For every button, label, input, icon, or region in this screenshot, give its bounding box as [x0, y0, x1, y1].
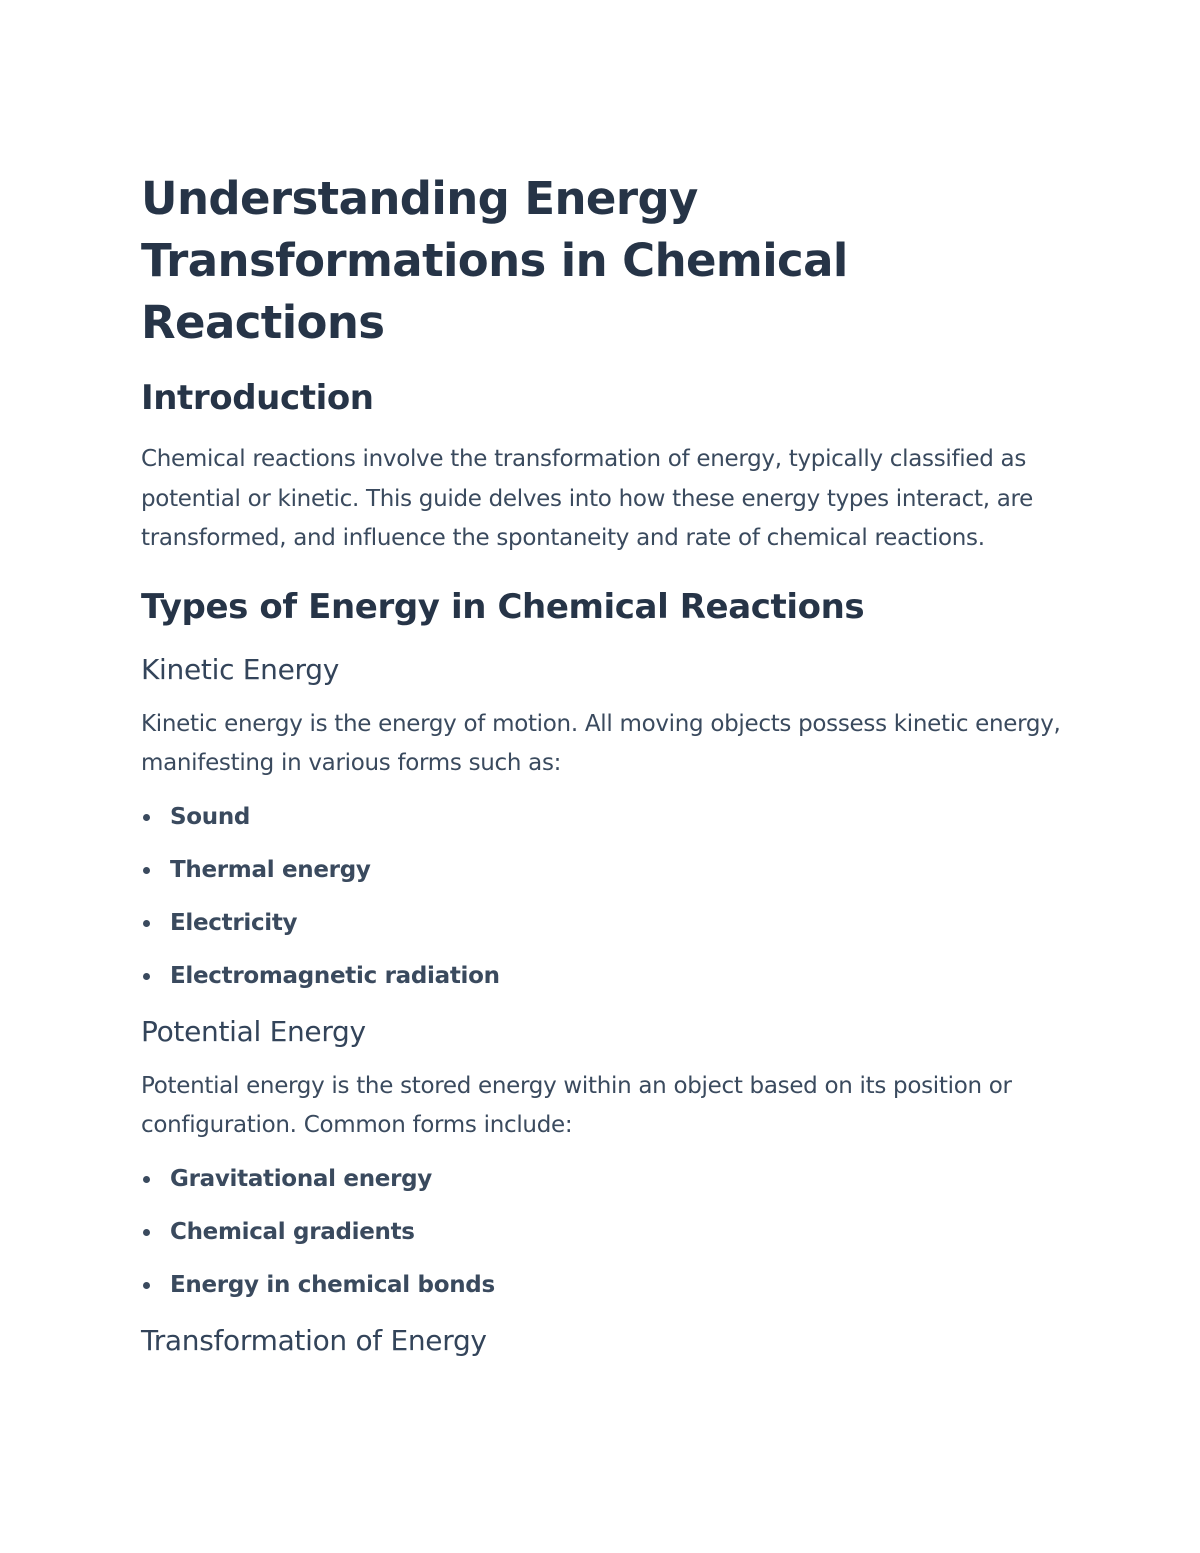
- bullet-icon: [143, 973, 150, 980]
- types-of-energy-heading: Types of Energy in Chemical Reactions: [141, 586, 865, 627]
- document-page: [141, 168, 1061, 1360]
- list-item: [141, 1268, 1061, 1302]
- bullet-icon: [143, 1229, 150, 1236]
- bullet-icon: [143, 814, 150, 821]
- potential-energy-heading: Potential Energy: [141, 1014, 366, 1048]
- list-item-text: Gravitational energy: [170, 1165, 432, 1192]
- list-item-text: Electricity: [170, 909, 298, 936]
- list-item-text: Sound: [170, 803, 251, 830]
- introduction-paragraph: Chemical reactions involve the transformation of energy, typically classified as potential or kinetic. This guide delves into how these energy types interact, are transformed, and influence the spontaneity and rate of chemical reactions.: [141, 446, 1034, 551]
- list-item: [141, 853, 1061, 887]
- introduction-heading: Introduction: [141, 378, 374, 418]
- kinetic-energy-paragraph: Kinetic energy is the energy of motion. All moving objects possess kinetic energy, manifesting in various forms such as:: [141, 710, 1061, 776]
- list-item: [141, 800, 1061, 834]
- potential-energy-paragraph: Potential energy is the stored energy within an object based on its position or configuration. Common forms include:: [141, 1072, 1012, 1138]
- list-item-text: Chemical gradients: [170, 1218, 415, 1245]
- potential-energy-list: [141, 1162, 1061, 1302]
- document-title: Understanding Energy Transformations in Chemical Reactions: [141, 172, 848, 349]
- list-item-text: Energy in chemical bonds: [170, 1271, 495, 1298]
- list-item: [141, 1215, 1061, 1249]
- kinetic-energy-list: [141, 800, 1061, 993]
- list-item-text: Thermal energy: [170, 856, 371, 883]
- list-item: [141, 1162, 1061, 1196]
- transformation-of-energy-heading: Transformation of Energy: [141, 1323, 487, 1357]
- list-item: [141, 959, 1061, 993]
- bullet-icon: [143, 1282, 150, 1289]
- list-item: [141, 906, 1061, 940]
- bullet-icon: [143, 867, 150, 874]
- bullet-icon: [143, 920, 150, 927]
- kinetic-energy-heading: Kinetic Energy: [141, 652, 339, 686]
- bullet-icon: [143, 1176, 150, 1183]
- list-item-text: Electromagnetic radiation: [170, 962, 500, 989]
